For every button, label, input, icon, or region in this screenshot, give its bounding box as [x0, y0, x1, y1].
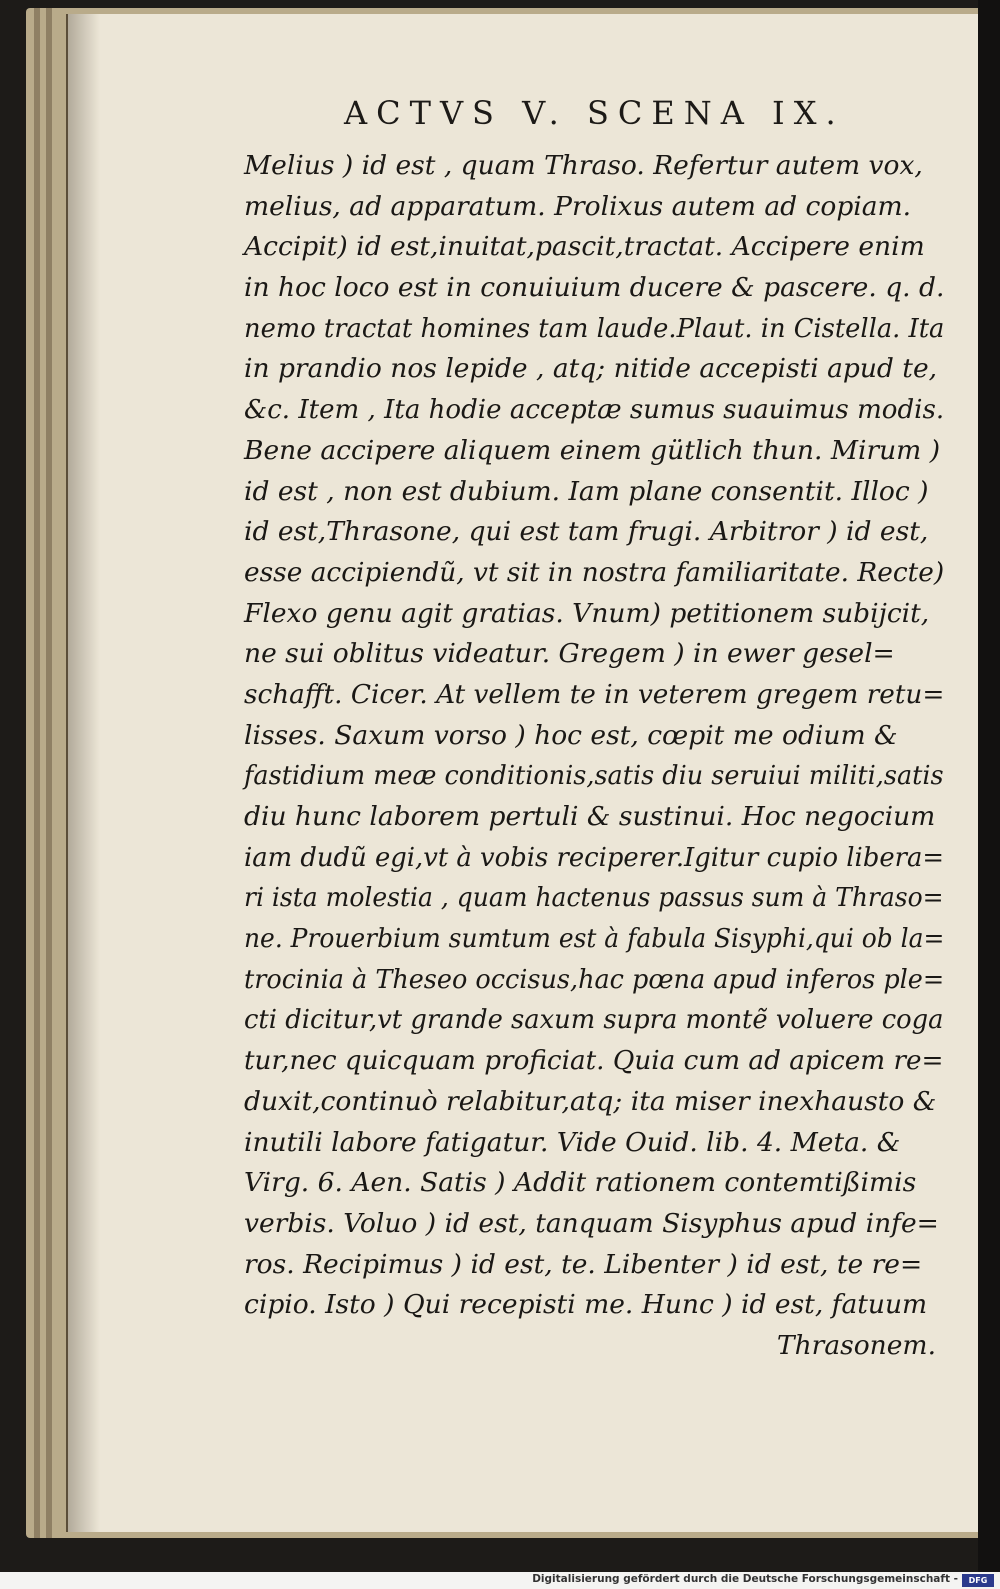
text-line: Melius ) id est , quam Thraso. Refertur autem vox, [244, 150, 923, 181]
text-line: ne. Prouerbium sumtum est à fabula Sisyphi,qui ob la= [244, 923, 945, 955]
text-line: in prandio nos lepide , atq; nitide accepisti apud te, [244, 353, 938, 385]
text-line: inutili labore fatigatur. Vide Ouid. lib. 4. Meta. & [244, 1126, 901, 1158]
funding-credit: Digitalisierung gefördert durch die Deutsche Forschungsgemeinschaft - [532, 1573, 958, 1585]
text-line: &c. Item , Ita hodie acceptæ sumus suauimus modis. [244, 394, 945, 426]
text-line: id est,Thrasone, qui est tam frugi. Arbitror ) id est, [244, 516, 929, 548]
text-line: tur,nec quicquam proficiat. Quia cum ad apicem re= [244, 1045, 944, 1077]
text-line: schafft. Cicer. At vellem te in veterem gregem retu= [244, 678, 945, 710]
text-line: ros. Recipimus ) id est, te. Libenter ) id est, te re= [244, 1248, 923, 1280]
footer-bar [0, 1572, 1000, 1589]
text-line: nemo tractat homines tam laude.Plaut. in Cistella. Ita [244, 312, 945, 344]
text-line: fastidium meæ conditionis,satis diu seruiui militi,satis [244, 760, 944, 792]
scan-border [978, 0, 1000, 1572]
text-line: cti dicitur,vt grande saxum supra montẽ voluere coga [244, 1004, 944, 1036]
page-edge-strip [34, 8, 40, 1538]
text-line: verbis. Voluo ) id est, tanquam Sisyphus apud infe= [244, 1207, 939, 1239]
text-line: Virg. 6. Aen. Satis ) Addit rationem contemtißimis [244, 1167, 917, 1199]
text-line: ne sui oblitus videatur. Gregem ) in ewer gesel= [244, 638, 895, 670]
body-text [244, 146, 944, 1367]
text-line: esse accipiendũ, vt sit in nostra familiaritate. Recte) [244, 556, 945, 588]
text-line: Accipit) id est,inuitat,pascit,tractat. Accipere enim [244, 231, 925, 263]
text-line: cipio. Isto ) Qui recepisti me. Hunc ) id est, fatuum [244, 1289, 928, 1321]
page-edge-strip [46, 8, 52, 1538]
text-line: trocinia à Theseo occisus,hac pœna apud inferos ple= [244, 963, 945, 995]
text-line: melius, ad apparatum. Prolixus autem ad copiam. [244, 190, 912, 222]
text-line: id est , non est dubium. Iam plane consentit. Illoc ) [244, 475, 929, 507]
catchword: Thrasonem. [776, 1329, 936, 1361]
text-line: duxit,continuò relabitur,atq; ita miser inexhausto & [244, 1085, 937, 1117]
text-line: diu hunc laborem pertuli & sustinui. Hoc negocium [244, 801, 936, 832]
text-line: lisses. Saxum vorso ) hoc est, cœpit me odium & [244, 719, 898, 751]
gutter-shadow [66, 14, 100, 1532]
text-line: Bene accipere aliquem einem gütlich thun. Mirum ) [244, 434, 941, 466]
text-line: Flexo genu agit gratias. Vnum) petitionem subijcit, [244, 597, 930, 629]
running-head: ACTVS V. SCENA IX. [344, 94, 845, 132]
text-line: in hoc loco est in conuiuium ducere & pascere. q. d. [244, 272, 945, 304]
dfg-logo: DFG [962, 1574, 994, 1587]
text-line: iam dudũ egi,vt à vobis reciperer.Igitur cupio libera= [244, 841, 945, 873]
text-line: ri ista molestia , quam hactenus passus sum à Thraso= [244, 882, 944, 914]
